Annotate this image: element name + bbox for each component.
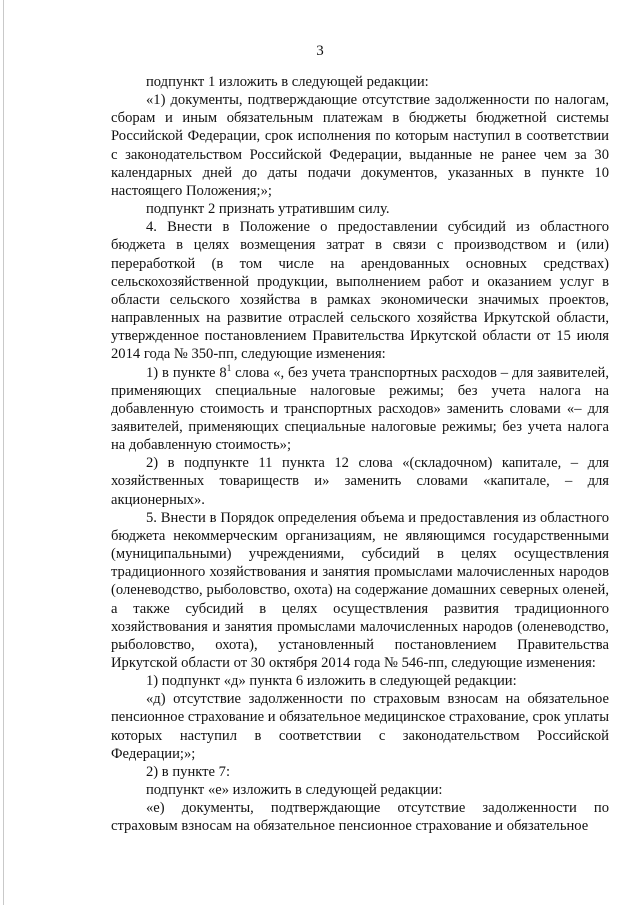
document-body [111,73,609,836]
paragraph-item-5-1-text: «д) отсутствие задолженности по страховым взносам на обязательное пенсионное страхование и обязательное медицинское страхование, срок уплаты которых наступил в соответствии с законодательством Российской Федерации;»; [111,691,609,762]
superscript-one: 1 [226,362,232,373]
paragraph-subpoint-1-text: «1) документы, подтверждающие отсутствие задолженности по налогам, сборам и иным обязательным платежам в бюджеты бюджетной системы Российской Федерации, срок исполнения по которым наступил в соответствии с законодательством Российской Федерации, выданные не ранее чем за 30 календарных дней до даты подачи документов, указанных в пункте 10 настоящего Положения;»; [111,92,609,199]
paragraph-subpoint-1-intro: подпункт 1 изложить в следующей редакции: [146,74,429,90]
paragraph-item-4: 4. Внести в Положение о предоставлении субсидий из областного бюджета в целях возмещения затрат в связи с производством и (или) переработкой (в том числе на арендованных основных средствах) сельскохозяйственной продукции, выполнением работ и оказанием услуг в области сельского хозяйства в рамках экономически значимых проектов, направленных на развитие отраслей сельского хозяйства Иркутской области, утвержденное постановлением Правительства Иркутской области от 15 июля 2014 года № 350-пп, следующие изменения: [111,219,609,363]
paragraph-item-5-1: 1) подпункт «д» пункта 6 изложить в следующей редакции: [146,673,517,690]
page-number: 3 [316,43,324,59]
paragraph-item-5-2: 2) в пункте 7: [146,763,231,780]
paragraph-item-4-1-start: 1) в пункте 8 [146,364,227,381]
paragraph-subpoint-e-text: «е) документы, подтверждающие отсутствие задолженности по страховым взносам на обязательное пенсионное страхование и обязательное [111,800,609,835]
scan-edge-line [3,0,4,905]
paragraph-item-4-1 [111,364,609,455]
paragraph-item-5: 5. Внести в Порядок определения объема и предоставления из областного бюджета некоммерческим организациям, не являющимся государственными (муниципальными) учреждениями, субсидий в целях осуществления традиционного хозяйствования и занятия промыслами малочисленных народов (оленеводство, рыболовство, охота) на содержание домашних северных оленей, а также субсидий в целях осуществления развития традиционного хозяйствования и занятия промыслами малочисленных народов (оленеводство, рыболовство, охота), установленный постановлением Правительства Иркутской области от 30 октября 2014 года № 546-пп, следующие изменения: [111,509,609,671]
paragraph-subpoint-2-void: подпункт 2 признать утратившим силу. [146,201,390,218]
paragraph-subpoint-e-intro: подпункт «е» изложить в следующей редакции: [146,782,443,799]
paragraph-item-4-2: 2) в подпункте 11 пункта 12 слова «(складочном) капитале, – для хозяйственных товариществ и» заменить словами «капитале, – для акционерных». [111,455,609,508]
paragraph-item-4-1-rest: слова «, без учета транспортных расходов – для заявителей, применяющих специальные налоговые режимы; без учета налога на добавленную стоимость и транспортных расходов» заменить словами «– для заявителей, применяющих специальные налоговые режимы; без учета налога на добавленную стоимость»; [111,364,609,454]
